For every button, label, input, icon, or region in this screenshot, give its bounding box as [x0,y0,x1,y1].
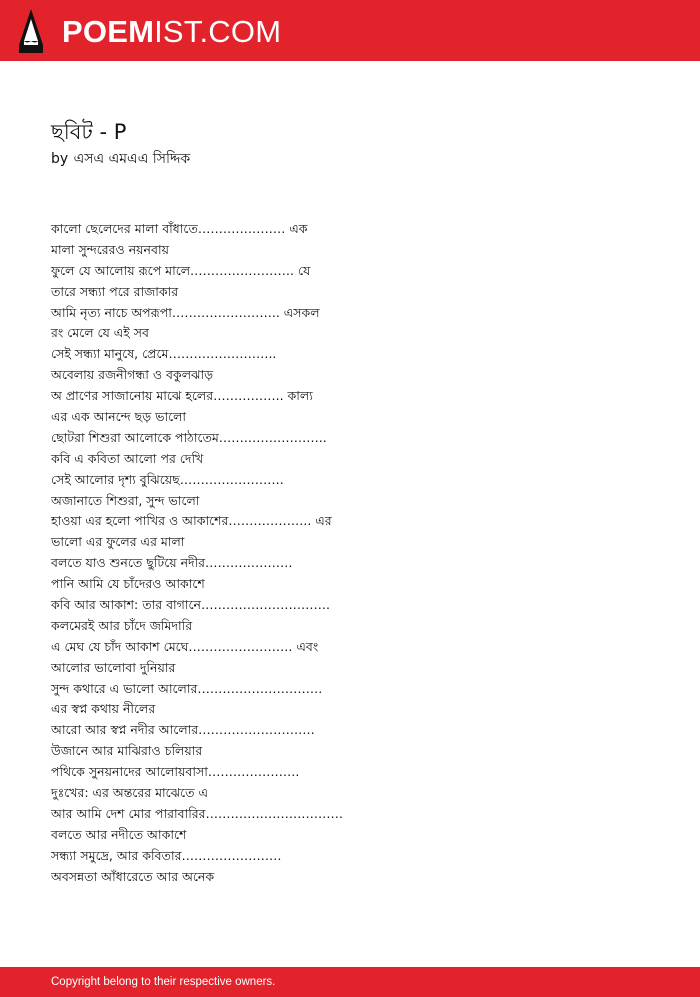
poem-line: বলতে আর নদীতে আকাশে [51,826,187,842]
site-logo[interactable] [62,14,281,48]
poem-line: অ প্রাণের সাজানোয় মাঝে হলের…………….. কাল্য [51,388,313,404]
logo-text-light: IST.COM [154,13,282,49]
poem-line: ভালো এর ফুলের এর মালা [51,534,185,550]
site-header [0,0,700,61]
poem-line: সেই আলোর দৃশ্য বুঝিয়েছ……………………. [51,471,284,487]
copyright-text: Copyright belong to their respective owners. [51,976,276,988]
logo-text-bold: POEM [62,13,155,49]
poem-line: সুন্দ কথারে এ ভালো আলোর………………………… [51,680,323,696]
poem-line: পানি আমি যে চাঁদেরও আকাশে [51,576,205,592]
poem-line: আমি নৃত্য নাচে অপরূপা…………………….. এসকল [51,304,320,320]
poem-line: অবসন্নতা আঁধারেতে আর অনেক [51,868,215,884]
poem-line: অবেলায় রজনীগন্ধা ও বকুলঝাড় [51,367,214,383]
poem-line: তারে সন্ধ্যা পরে রাজাকার [51,283,179,299]
pencil-icon[interactable] [18,9,44,53]
poem-body [51,219,671,888]
poem-line: কবি আর আকাশ: তার বাগানে…………………………. [51,597,330,613]
poem-line: পথিকে সুনয়নাদের আলোয়বাসা…………………. [51,764,300,780]
poem-line: সেই সন্ধ্যা মানুষে, প্রেমে…………………….. [51,346,277,362]
poem-line: মালা সুন্দরেরও নয়নবায় [51,241,169,257]
poem-line: ফুলে যে আলোয় রূপে মালে……………………. যে [51,262,311,278]
poem-line: ছোটরা শিশুরা আলোকে পাঠাতেম…………………….. [51,429,327,445]
poem-line: এর স্বপ্ন কথায় নীলের [51,701,156,717]
poem-line: আলোর ভালোবা দুনিয়ার [51,659,176,675]
by-label: by [51,151,69,167]
poem-line: আরো আর স্বপ্ন নদীর আলোর………………………. [51,722,315,738]
poem-line: কলমেরই আর চাঁদে জমিদারি [51,617,193,633]
poem-author[interactable]: এসএ এমএএ সিদ্দিক [73,151,191,167]
poem-line: আর আমি দেশ মোর পারাবারির…………………………… [51,805,344,821]
poem-line: হাওয়া এর হলো পাখির ও আকাশের……………….. এর [51,513,332,529]
poem-title: ছবিট - P [51,120,127,144]
poem-line: কালো ছেলেদের মালা বাঁধাতে………………… এক [51,221,308,236]
poem-line: উজানে আর মাঝিরাও চলিয়ার [51,743,203,759]
poem-line: বলতে যাও শুনতে ছুটিয়ে নদীর………………… [51,555,293,571]
poem-line: সন্ধ্যা সমুদ্রে, আর কবিতার…………………… [51,847,282,863]
poem-line: দুঃখের: এর অন্তরের মাঝেতে এ [51,785,209,801]
poem-line: অজানাতে শিশুরা, সুন্দ ভালো [51,492,200,508]
poem-line: রং মেলে যে এই সব [51,325,149,341]
poem-line: কবি এ কবিতা আলো পর দেখি [51,450,204,466]
site-footer [0,967,700,997]
poem-byline [51,150,190,168]
poem-line: এর এক আনন্দে ছড় ভালো [51,409,187,425]
poem-line: এ মেঘ যে চাঁদ আকাশ মেঘে……………………. এবং [51,638,319,654]
